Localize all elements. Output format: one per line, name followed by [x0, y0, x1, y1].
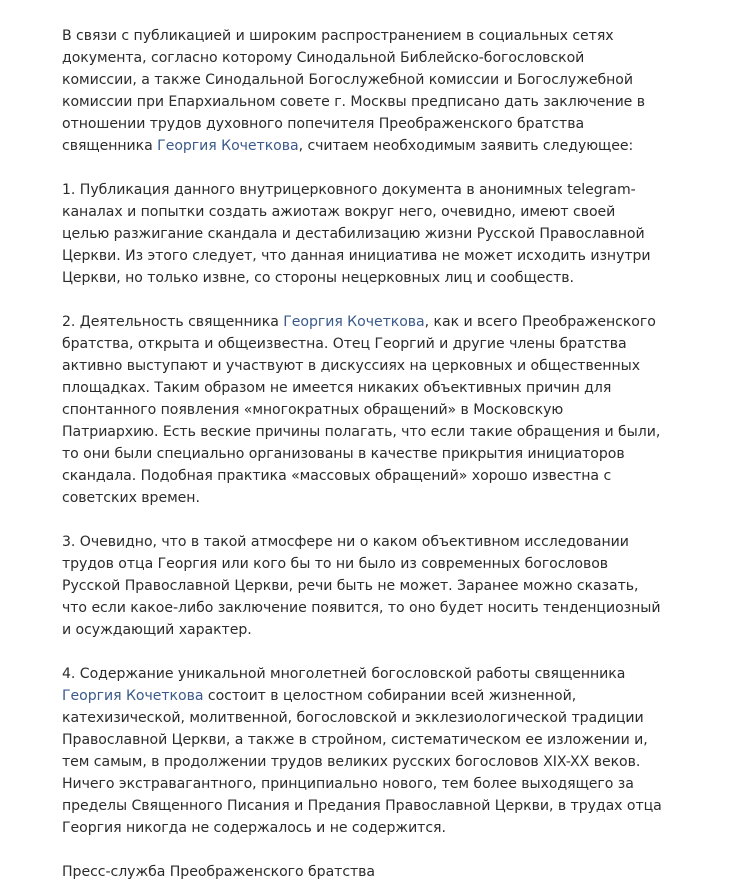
kochetkov-link[interactable]: Георгия Кочеткова [157, 138, 299, 154]
point-2-text-before: 2. Деятельность священника [62, 314, 284, 330]
kochetkov-link[interactable]: Георгия Кочеткова [62, 688, 204, 704]
point-1-paragraph: 1. Публикация данного внутрицерковного документа в анонимных telegram-каналах и попытки создать ажиотаж вокруг него, очевидно, имеют своей целью разжигание скандала и дестабилизацию жизни Русской Православной Церкви. Из этого следует, что данная инициатива не может исходить изнутри Церкви, но только извне, со стороны нецерковных лиц и сообществ. [62, 182, 651, 286]
point-2-text-after: , как и всего Преображенского братства, открыта и общеизвестна. Отец Георгий и другие члены братства активно выступают и участвуют в дискуссиях на церковных и общественных площадках. Таким образом не имеется никаких объективных причин для спонтанного появления «многократных обращений» в Московскую Патриархию. Есть веские причины полагать, что если такие обращения и были, то они были специально организованы в качестве прикрытия инициаторов скандала. Подобная практика «массовых обращений» хорошо известна с советских времен. [62, 314, 661, 506]
intro-text-after: , считаем необходимым заявить следующее: [298, 138, 634, 154]
point-4-paragraph [62, 663, 662, 839]
point-4-text-before: 4. Содержание уникальной многолетней богословской работы священника [62, 666, 626, 682]
kochetkov-link[interactable]: Георгия Кочеткова [283, 314, 425, 330]
intro-paragraph [62, 25, 662, 157]
point-3-paragraph: 3. Очевидно, что в такой атмосфере ни о каком объективном исследовании трудов отца Георгия или кого бы то ни было из современных богословов Русской Православной Церкви, речи быть не может. Заранее можно сказать, что если какое-либо заключение появится, то оно будет носить тенденциозный и осуждающий характер. [62, 534, 661, 638]
intro-text-before: В связи с публикацией и широким распространением в социальных сетях документа, согласно которому Синодальной Библейско-богословской комиссии, а также Синодальной Богослужебной комиссии и Богослужебной комиссии при Епархиальном совете г. Москвы предписано дать заключение в отношении трудов духовного попечителя Преображенского братства священника [62, 28, 645, 154]
signature: Пресс-служба Преображенского братства [62, 864, 376, 880]
point-4-text-after: состоит в целостном собирании всей жизненной, катехизической, молитвенной, богословской и экклезиологической традиции Православной Церкви, а также в стройном, систематическом ее изложении и, тем самым, в продолжении трудов великих русских богословов XIX-XX веков. Ничего экстравагантного, принципиально нового, тем более выходящего за пределы Священного Писания и Предания Православной Церкви, в трудах отца Георгия никогда не содержалось и не содержится. [62, 688, 662, 836]
point-2-paragraph [62, 311, 662, 509]
article-body [62, 25, 662, 883]
